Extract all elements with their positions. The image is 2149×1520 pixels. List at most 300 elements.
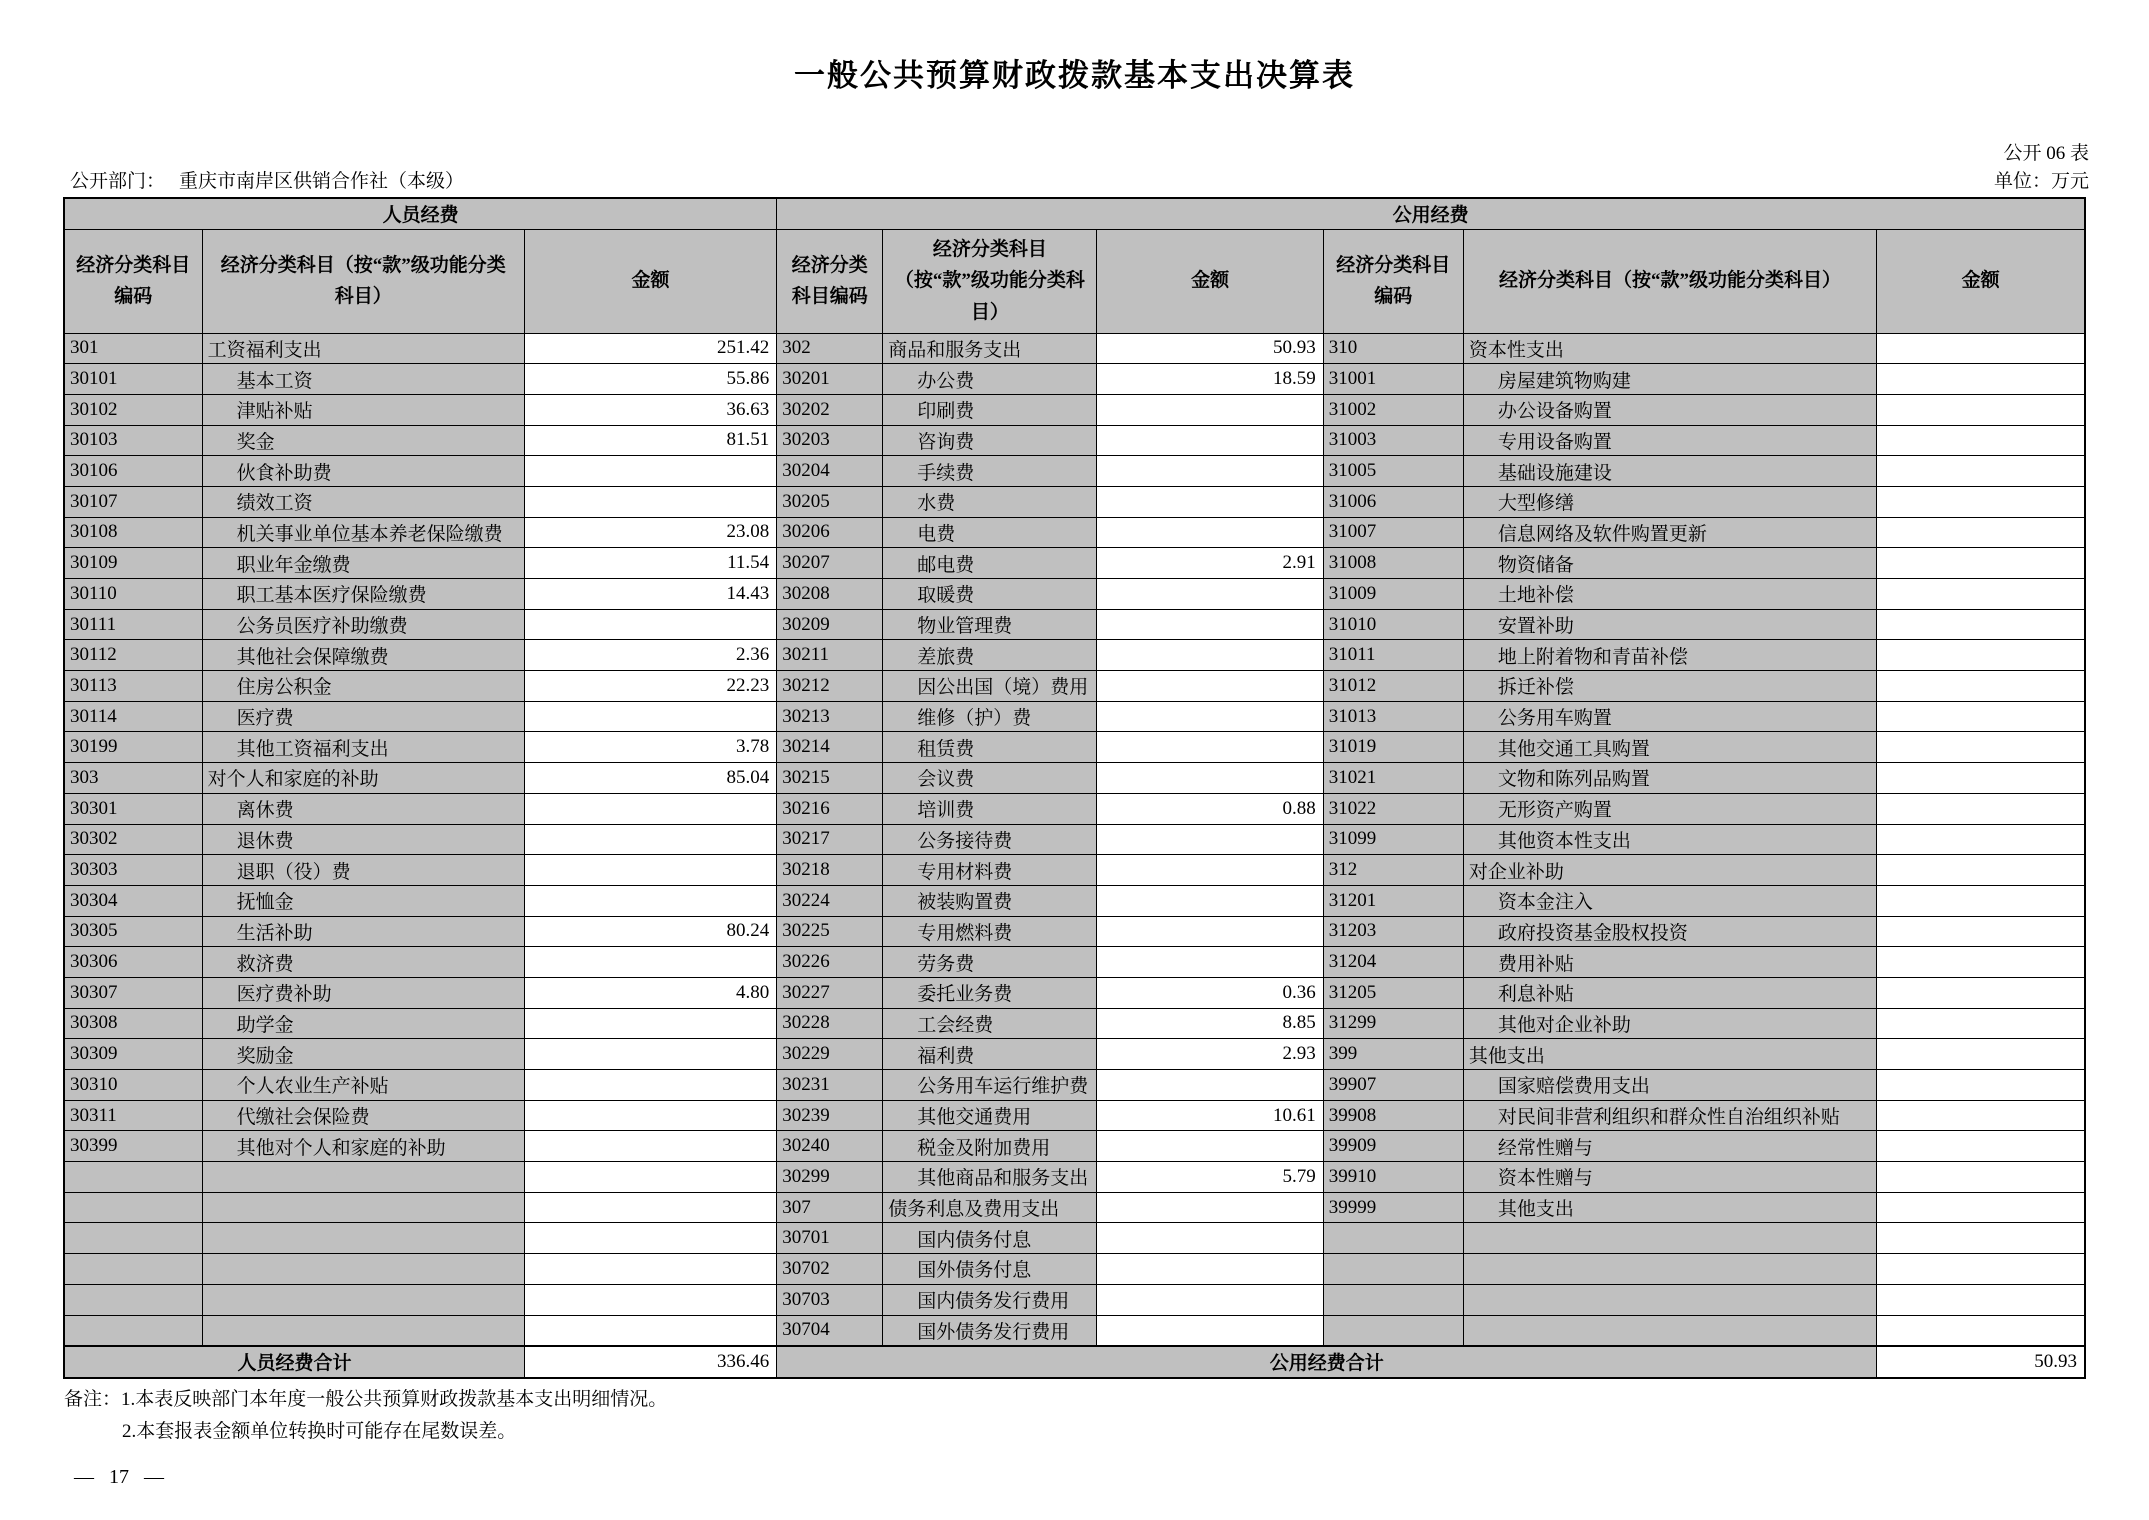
econ-subject-cell: 商品和服务支出 [883,333,1097,364]
amount-cell: 36.63 [524,394,776,425]
econ-subject-cell: 会议费 [883,763,1097,794]
econ-subject-cell: 基础设施建设 [1463,456,1876,487]
table-row [64,671,2085,702]
amount-cell [1877,916,2085,947]
column-header-4: 经济分类科目（按“款”级功能分类科目） [883,229,1097,333]
econ-subject-cell: 退职（役）费 [202,855,524,886]
econ-subject-cell [1463,1315,1876,1346]
econ-code-cell: 307 [777,1192,883,1223]
econ-subject-cell: 土地补偿 [1463,579,1876,610]
amount-cell: 5.79 [1097,1162,1323,1193]
econ-code-cell: 30107 [64,486,202,517]
econ-subject-cell: 其他资本性支出 [1463,824,1876,855]
econ-subject-cell: 邮电费 [883,548,1097,579]
econ-subject-cell [202,1254,524,1285]
econ-code-cell: 399 [1323,1039,1463,1070]
econ-code-cell: 30205 [777,486,883,517]
amount-cell [524,1284,776,1315]
table-row [64,977,2085,1008]
table-row [64,1192,2085,1223]
econ-code-cell: 31204 [1323,947,1463,978]
table-row [64,885,2085,916]
econ-subject-cell: 资本金注入 [1463,885,1876,916]
econ-subject-cell: 政府投资基金股权投资 [1463,916,1876,947]
econ-subject-cell: 差旅费 [883,640,1097,671]
page-title: 一般公共预算财政拨款基本支出决算表 [794,58,1355,93]
table-row [64,394,2085,425]
econ-subject-cell [202,1223,524,1254]
amount-cell [1097,763,1323,794]
table-row [64,548,2085,579]
econ-subject-cell: 机关事业单位基本养老保险缴费 [202,517,524,548]
econ-code-cell [1323,1284,1463,1315]
econ-subject-cell: 其他对企业补助 [1463,1008,1876,1039]
amount-cell [524,855,776,886]
notes-block [64,1384,667,1449]
econ-subject-cell: 地上附着物和青苗补偿 [1463,640,1876,671]
econ-subject-cell [202,1162,524,1193]
econ-code-cell: 30304 [64,885,202,916]
amount-cell [1877,855,2085,886]
amount-cell [1097,701,1323,732]
econ-code-cell: 31099 [1323,824,1463,855]
econ-code-cell: 30227 [777,977,883,1008]
econ-subject-cell: 手续费 [883,456,1097,487]
amount-cell [1877,824,2085,855]
amount-cell: 10.61 [1097,1100,1323,1131]
econ-subject-cell [1463,1223,1876,1254]
econ-code-cell: 31003 [1323,425,1463,456]
table-row [64,793,2085,824]
amount-cell [1877,456,2085,487]
table-row [64,1070,2085,1101]
table-row [64,333,2085,364]
econ-code-cell: 30204 [777,456,883,487]
amount-cell: 55.86 [524,364,776,395]
econ-subject-cell: 安置补助 [1463,609,1876,640]
econ-code-cell: 30206 [777,517,883,548]
amount-cell [1097,1315,1323,1346]
econ-subject-cell: 信息网络及软件购置更新 [1463,517,1876,548]
econ-subject-cell: 职业年金缴费 [202,548,524,579]
econ-code-cell: 30203 [777,425,883,456]
econ-code-cell [64,1223,202,1254]
table-row [64,456,2085,487]
table-row [64,609,2085,640]
amount-cell [1877,1008,2085,1039]
econ-code-cell [1323,1223,1463,1254]
econ-subject-cell: 利息补贴 [1463,977,1876,1008]
econ-subject-cell: 福利费 [883,1039,1097,1070]
econ-code-cell: 302 [777,333,883,364]
table-row [64,1039,2085,1070]
amount-cell [1097,1254,1323,1285]
amount-cell: 251.42 [524,333,776,364]
econ-code-cell: 39909 [1323,1131,1463,1162]
econ-subject-cell: 生活补助 [202,916,524,947]
econ-subject-cell: 债务利息及费用支出 [883,1192,1097,1223]
table-row [64,1100,2085,1131]
amount-cell [1877,640,2085,671]
econ-subject-cell: 公务用车购置 [1463,701,1876,732]
table-row [64,425,2085,456]
department-line [70,166,464,193]
econ-subject-cell: 抚恤金 [202,885,524,916]
econ-code-cell: 30209 [777,609,883,640]
econ-code-cell: 31006 [1323,486,1463,517]
econ-subject-cell: 其他工资福利支出 [202,732,524,763]
amount-cell [524,486,776,517]
econ-code-cell: 30703 [777,1284,883,1315]
column-header-5: 金额 [1097,229,1323,333]
econ-subject-cell: 住房公积金 [202,671,524,702]
econ-subject-cell: 国内债务付息 [883,1223,1097,1254]
department-label: 公开部门： [70,171,166,192]
table-row [64,1223,2085,1254]
econ-subject-cell: 公务用车运行维护费 [883,1070,1097,1101]
amount-cell [1877,977,2085,1008]
econ-subject-cell: 其他社会保障缴费 [202,640,524,671]
econ-subject-cell: 专用设备购置 [1463,425,1876,456]
econ-code-cell: 310 [1323,333,1463,364]
econ-code-cell: 30218 [777,855,883,886]
amount-cell [1097,732,1323,763]
amount-cell [1877,885,2085,916]
econ-code-cell: 30216 [777,793,883,824]
econ-subject-cell: 代缴社会保险费 [202,1100,524,1131]
econ-subject-cell: 其他对个人和家庭的补助 [202,1131,524,1162]
amount-cell: 14.43 [524,579,776,610]
amount-cell [1877,579,2085,610]
econ-subject-cell: 租赁费 [883,732,1097,763]
table-row [64,517,2085,548]
econ-subject-cell: 咨询费 [883,425,1097,456]
unit-label: 单位：万元 [1993,171,2089,192]
econ-subject-cell: 资本性支出 [1463,333,1876,364]
amount-cell [1097,394,1323,425]
amount-cell [1877,1254,2085,1285]
amount-cell [1877,1070,2085,1101]
totals-row [64,1346,2085,1378]
department-value: 重庆市南岸区供销合作社（本级） [179,171,465,192]
econ-subject-cell: 离休费 [202,793,524,824]
amount-cell [1877,394,2085,425]
table-row [64,1008,2085,1039]
econ-subject-cell: 个人农业生产补贴 [202,1070,524,1101]
amount-cell [1097,640,1323,671]
amount-cell [1877,1039,2085,1070]
amount-cell [1877,364,2085,395]
amount-cell [524,701,776,732]
econ-subject-cell: 大型修缮 [1463,486,1876,517]
amount-cell [1097,425,1323,456]
table-row [64,763,2085,794]
amount-cell [524,1223,776,1254]
econ-subject-cell: 国外债务付息 [883,1254,1097,1285]
econ-code-cell: 30303 [64,855,202,886]
amount-cell [524,1192,776,1223]
personnel-total-amount: 336.46 [524,1346,776,1378]
econ-subject-cell: 国内债务发行费用 [883,1284,1097,1315]
econ-code-cell: 30103 [64,425,202,456]
econ-subject-cell: 其他支出 [1463,1039,1876,1070]
econ-code-cell: 30399 [64,1131,202,1162]
amount-cell [524,456,776,487]
econ-subject-cell: 对企业补助 [1463,855,1876,886]
econ-code-cell [64,1315,202,1346]
table-row [64,701,2085,732]
table-row [64,364,2085,395]
econ-code-cell: 30102 [64,394,202,425]
amount-cell: 80.24 [524,916,776,947]
amount-cell [524,1039,776,1070]
table-row [64,1284,2085,1315]
econ-code-cell: 30202 [777,394,883,425]
econ-code-cell: 31013 [1323,701,1463,732]
column-header-1: 经济分类科目（按“款”级功能分类科目） [202,229,524,333]
amount-cell [1097,609,1323,640]
amount-cell [524,885,776,916]
amount-cell [1097,1223,1323,1254]
econ-code-cell: 39999 [1323,1192,1463,1223]
econ-subject-cell: 专用燃料费 [883,916,1097,947]
amount-cell [1877,1100,2085,1131]
amount-cell [524,609,776,640]
amount-cell: 22.23 [524,671,776,702]
econ-code-cell: 30113 [64,671,202,702]
econ-subject-cell: 印刷费 [883,394,1097,425]
econ-code-cell: 30224 [777,885,883,916]
econ-subject-cell: 办公费 [883,364,1097,395]
amount-cell [1877,1131,2085,1162]
amount-cell [524,1131,776,1162]
econ-subject-cell [1463,1254,1876,1285]
amount-cell [1877,1192,2085,1223]
amount-cell [524,1008,776,1039]
econ-code-cell [1323,1254,1463,1285]
econ-code-cell: 31001 [1323,364,1463,395]
econ-code-cell: 39910 [1323,1162,1463,1193]
column-header-8: 金额 [1877,229,2085,333]
econ-code-cell: 30305 [64,916,202,947]
econ-code-cell: 31011 [1323,640,1463,671]
amount-cell [1097,456,1323,487]
amount-cell [524,1162,776,1193]
column-header-6: 经济分类科目编码 [1323,229,1463,333]
econ-subject-cell: 医疗费补助 [202,977,524,1008]
econ-code-cell: 30306 [64,947,202,978]
econ-subject-cell: 工资福利支出 [202,333,524,364]
econ-subject-cell: 伙食补助费 [202,456,524,487]
amount-cell [1097,1192,1323,1223]
econ-code-cell: 30299 [777,1162,883,1193]
econ-subject-cell: 对个人和家庭的补助 [202,763,524,794]
econ-subject-cell: 资本性赠与 [1463,1162,1876,1193]
econ-subject-cell: 公务员医疗补助缴费 [202,609,524,640]
page-number: — 17 — [74,1466,164,1488]
econ-subject-cell: 办公设备购置 [1463,394,1876,425]
econ-subject-cell: 因公出国（境）费用 [883,671,1097,702]
amount-cell: 2.36 [524,640,776,671]
econ-subject-cell: 其他交通工具购置 [1463,732,1876,763]
econ-subject-cell: 电费 [883,517,1097,548]
econ-code-cell: 30226 [777,947,883,978]
amount-cell [1097,579,1323,610]
amount-cell [1877,486,2085,517]
econ-subject-cell: 维修（护）费 [883,701,1097,732]
econ-code-cell: 31022 [1323,793,1463,824]
econ-code-cell: 301 [64,333,202,364]
budget-table [63,197,2086,1379]
econ-subject-cell: 救济费 [202,947,524,978]
econ-code-cell: 30309 [64,1039,202,1070]
amount-cell: 0.88 [1097,793,1323,824]
econ-subject-cell: 费用补贴 [1463,947,1876,978]
amount-cell [524,824,776,855]
econ-subject-cell: 物业管理费 [883,609,1097,640]
amount-cell: 81.51 [524,425,776,456]
amount-cell: 85.04 [524,763,776,794]
econ-subject-cell: 委托业务费 [883,977,1097,1008]
econ-code-cell: 31019 [1323,732,1463,763]
econ-code-cell: 30111 [64,609,202,640]
econ-subject-cell: 工会经费 [883,1008,1097,1039]
amount-cell [1877,1162,2085,1193]
econ-subject-cell: 退休费 [202,824,524,855]
econ-subject-cell: 税金及附加费用 [883,1131,1097,1162]
table-row [64,1162,2085,1193]
note-line-1: 备注：1.本表反映部门本年度一般公共预算财政拨款基本支出明细情况。 [64,1389,668,1410]
econ-subject-cell: 其他支出 [1463,1192,1876,1223]
amount-cell [1097,824,1323,855]
econ-code-cell: 30217 [777,824,883,855]
econ-code-cell: 30225 [777,916,883,947]
econ-subject-cell: 国外债务发行费用 [883,1315,1097,1346]
econ-code-cell: 30212 [777,671,883,702]
econ-subject-cell: 其他交通费用 [883,1100,1097,1131]
table-row [64,1315,2085,1346]
amount-cell [1097,947,1323,978]
amount-cell [1877,517,2085,548]
amount-cell [1877,1223,2085,1254]
econ-code-cell [64,1284,202,1315]
table-body [64,333,2085,1378]
column-header-3: 经济分类科目编码 [777,229,883,333]
econ-subject-cell: 培训费 [883,793,1097,824]
econ-code-cell: 30114 [64,701,202,732]
amount-cell [1877,732,2085,763]
amount-cell [1097,855,1323,886]
econ-subject-cell [202,1192,524,1223]
econ-code-cell: 30702 [777,1254,883,1285]
amount-cell [1877,947,2085,978]
econ-code-cell: 30213 [777,701,883,732]
amount-cell: 0.36 [1097,977,1323,1008]
amount-cell [1877,763,2085,794]
econ-code-cell: 303 [64,763,202,794]
amount-cell: 50.93 [1097,333,1323,364]
econ-subject-cell: 取暖费 [883,579,1097,610]
table-row [64,855,2085,886]
amount-cell [1097,885,1323,916]
amount-cell: 2.91 [1097,548,1323,579]
table-row [64,1131,2085,1162]
econ-code-cell: 30231 [777,1070,883,1101]
econ-subject-cell: 基本工资 [202,364,524,395]
econ-subject-cell: 专用材料费 [883,855,1097,886]
econ-code-cell: 30214 [777,732,883,763]
econ-subject-cell: 绩效工资 [202,486,524,517]
econ-subject-cell: 助学金 [202,1008,524,1039]
amount-cell [1877,1315,2085,1346]
econ-code-cell: 30311 [64,1100,202,1131]
econ-code-cell: 31021 [1323,763,1463,794]
econ-subject-cell: 文物和陈列品购置 [1463,763,1876,794]
amount-cell [1877,609,2085,640]
column-header-2: 金额 [524,229,776,333]
econ-code-cell: 31205 [1323,977,1463,1008]
amount-cell [524,1070,776,1101]
econ-subject-cell: 拆迁补偿 [1463,671,1876,702]
econ-subject-cell: 被装购置费 [883,885,1097,916]
table-row [64,1254,2085,1285]
econ-subject-cell: 医疗费 [202,701,524,732]
econ-code-cell: 30207 [777,548,883,579]
econ-code-cell: 39908 [1323,1100,1463,1131]
econ-subject-cell: 奖励金 [202,1039,524,1070]
public-total-label: 公用经费合计 [777,1346,1877,1378]
econ-code-cell: 30109 [64,548,202,579]
econ-code-cell: 30211 [777,640,883,671]
amount-cell [1877,793,2085,824]
amount-cell: 3.78 [524,732,776,763]
column-header-7: 经济分类科目（按“款”级功能分类科目） [1463,229,1876,333]
amount-cell [1877,671,2085,702]
amount-cell [1877,333,2085,364]
econ-code-cell [64,1162,202,1193]
econ-subject-cell: 无形资产购置 [1463,793,1876,824]
econ-subject-cell: 其他商品和服务支出 [883,1162,1097,1193]
amount-cell: 11.54 [524,548,776,579]
econ-subject-cell: 对民间非营利组织和群众性自治组织补贴 [1463,1100,1876,1131]
amount-cell [524,1254,776,1285]
amount-cell [1097,1070,1323,1101]
econ-code-cell: 39907 [1323,1070,1463,1101]
econ-code-cell: 31201 [1323,885,1463,916]
econ-code-cell: 30112 [64,640,202,671]
econ-code-cell: 30310 [64,1070,202,1101]
econ-code-cell: 30704 [777,1315,883,1346]
econ-code-cell: 30101 [64,364,202,395]
econ-subject-cell: 奖金 [202,425,524,456]
amount-cell [524,1100,776,1131]
econ-subject-cell: 房屋建筑物购建 [1463,364,1876,395]
table-row [64,916,2085,947]
econ-subject-cell [202,1315,524,1346]
econ-code-cell: 30301 [64,793,202,824]
econ-code-cell: 30110 [64,579,202,610]
amount-cell: 2.93 [1097,1039,1323,1070]
econ-code-cell: 31007 [1323,517,1463,548]
econ-code-cell: 30208 [777,579,883,610]
econ-subject-cell: 津贴补贴 [202,394,524,425]
econ-code-cell: 30308 [64,1008,202,1039]
econ-code-cell: 30701 [777,1223,883,1254]
econ-code-cell: 30215 [777,763,883,794]
amount-cell [1097,1284,1323,1315]
amount-cell: 8.85 [1097,1008,1323,1039]
amount-cell: 4.80 [524,977,776,1008]
